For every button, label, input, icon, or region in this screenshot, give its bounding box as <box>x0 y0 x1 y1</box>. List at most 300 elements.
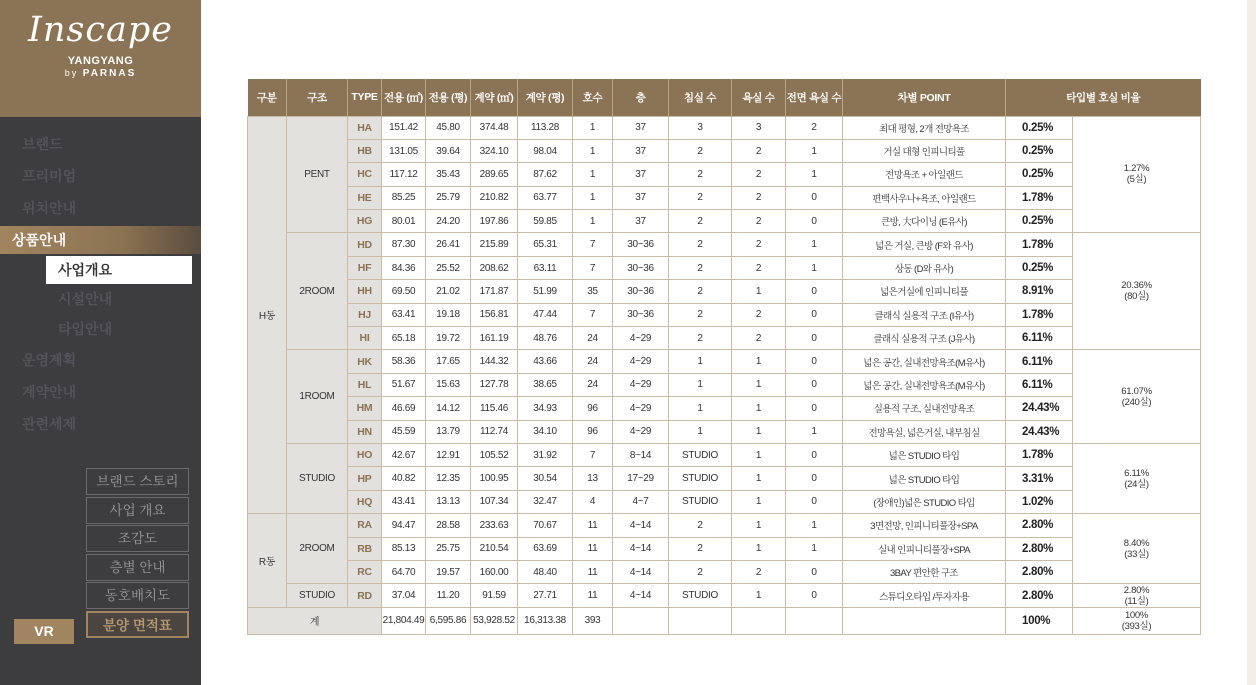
total-cont-m2: 53,928.52 <box>471 607 518 634</box>
structure-cell: 2ROOM <box>287 514 348 584</box>
table-cell-floor: 30~36 <box>613 280 669 303</box>
table-cell-area-m2: 65.18 <box>382 327 426 350</box>
point-cell: 전망욕조 + 아일랜드 <box>843 163 1006 186</box>
table-total-row <box>248 607 1201 634</box>
table-cell-area-m2: 84.36 <box>382 256 426 279</box>
table-cell-beds: 1 <box>669 420 732 443</box>
table-cell-baths: 2 <box>732 256 786 279</box>
table-cell-area-m2: 80.01 <box>382 210 426 233</box>
table-cell-cont-py: 63.69 <box>518 537 573 560</box>
table-cell-cont-py: 98.04 <box>518 139 573 162</box>
area-table <box>247 79 1201 635</box>
table-cell-front: 0 <box>786 560 843 583</box>
table-cell-area-m2: 64.70 <box>382 560 426 583</box>
group-ratio-pct: 8.40% <box>1123 537 1150 549</box>
table-cell-beds: 1 <box>669 350 732 373</box>
table-cell-floor: 37 <box>613 210 669 233</box>
total-units: 393 <box>573 607 613 634</box>
header-cell: 전면 욕실 수 <box>786 79 843 116</box>
table-cell-units: 4 <box>573 490 613 513</box>
table-cell-beds: 2 <box>669 210 732 233</box>
type-cell: HJ <box>348 303 382 326</box>
table-cell-cont-m2: 127.78 <box>471 373 518 396</box>
table-cell-beds: 2 <box>669 233 732 256</box>
header-cell: 차별 POINT <box>843 79 1006 116</box>
header-cell: 욕실 수 <box>732 79 786 116</box>
nav-item-brand[interactable]: 브랜드 <box>22 136 63 152</box>
vr-button[interactable]: VR <box>14 619 74 644</box>
table-cell-cont-m2: 197.86 <box>471 210 518 233</box>
nav-sub-facilities[interactable]: 시설안내 <box>58 291 113 307</box>
point-cell: 넓은 공간, 실내전망욕조(M유사) <box>843 350 1006 373</box>
total-group <box>1073 607 1201 634</box>
table-cell-area-py: 45.80 <box>426 116 471 139</box>
table-cell-area-py: 17.65 <box>426 350 471 373</box>
table-cell-area-m2: 87.30 <box>382 233 426 256</box>
table-cell-cont-m2: 208.62 <box>471 256 518 279</box>
nav-item-products[interactable]: 상품안내 <box>0 226 201 254</box>
table-cell-floor: 8~14 <box>613 443 669 466</box>
total-cont-py: 16,313.38 <box>518 607 573 634</box>
total-empty <box>786 607 843 634</box>
point-cell: 클래식 실용적 구조 (J유사) <box>843 327 1006 350</box>
table-cell-front: 1 <box>786 256 843 279</box>
type-cell: RA <box>348 514 382 537</box>
table-cell-front: 1 <box>786 163 843 186</box>
table-cell-units: 35 <box>573 280 613 303</box>
table-cell-area-m2: 63.41 <box>382 303 426 326</box>
nav-sub-business-overview[interactable]: 사업개요 <box>46 256 192 284</box>
group-ratio-pct: 2.80% <box>1123 584 1150 596</box>
table-cell-front: 0 <box>786 186 843 209</box>
structure-cell: STUDIO <box>287 443 348 513</box>
table-row <box>248 420 1201 443</box>
group-ratio-cell <box>1073 233 1201 350</box>
ratio-cell: 2.80% <box>1006 560 1073 583</box>
header-cell: 전용 (㎡) <box>382 79 426 116</box>
table-cell-beds: 3 <box>669 116 732 139</box>
table-cell-baths: 1 <box>732 350 786 373</box>
nav-sub-types[interactable]: 타입안내 <box>58 321 113 337</box>
table-cell-floor: 4~29 <box>613 397 669 420</box>
table-cell-area-m2: 51.67 <box>382 373 426 396</box>
table-cell-area-m2: 85.13 <box>382 537 426 560</box>
header-cell: 구분 <box>248 79 287 116</box>
table-cell-area-py: 19.72 <box>426 327 471 350</box>
total-label: 계 <box>248 607 382 634</box>
building-cell: H동 <box>248 116 287 514</box>
table-cell-front: 1 <box>786 537 843 560</box>
table-cell-area-py: 13.79 <box>426 420 471 443</box>
header-cell: 침실 수 <box>669 79 732 116</box>
table-cell-floor: 4~29 <box>613 420 669 443</box>
table-cell-front: 0 <box>786 373 843 396</box>
type-cell: HE <box>348 186 382 209</box>
group-ratio-units: (24실) <box>1124 478 1149 490</box>
group-ratio-cell <box>1073 514 1201 584</box>
table-cell-cont-m2: 171.87 <box>471 280 518 303</box>
table-row <box>248 233 1201 256</box>
structure-cell: 2ROOM <box>287 233 348 350</box>
table-row <box>248 443 1201 466</box>
group-ratio-cell <box>1073 584 1201 607</box>
table-cell-area-py: 19.57 <box>426 560 471 583</box>
table-row <box>248 303 1201 326</box>
table-cell-beds: 2 <box>669 327 732 350</box>
group-ratio-pct: 6.11% <box>1124 467 1149 479</box>
table-cell-floor: 4~14 <box>613 560 669 583</box>
type-cell: RB <box>348 537 382 560</box>
bird-view-button[interactable]: 조감도 <box>86 525 189 552</box>
table-cell-units: 7 <box>573 256 613 279</box>
table-cell-front: 0 <box>786 443 843 466</box>
table-cell-cont-py: 70.67 <box>518 514 573 537</box>
table-cell-cont-m2: 100.95 <box>471 467 518 490</box>
table-cell-cont-py: 59.85 <box>518 210 573 233</box>
table-cell-units: 11 <box>573 514 613 537</box>
type-cell: HM <box>348 397 382 420</box>
logo[interactable] <box>0 0 201 117</box>
right-edge-strip <box>1247 0 1256 685</box>
ratio-cell: 24.43% <box>1006 420 1073 443</box>
type-cell: HN <box>348 420 382 443</box>
table-cell-units: 11 <box>573 537 613 560</box>
table-cell-front: 0 <box>786 280 843 303</box>
ratio-cell: 3.31% <box>1006 467 1073 490</box>
point-cell: 넓은 STUDIO 타입 <box>843 467 1006 490</box>
table-cell-area-py: 26.41 <box>426 233 471 256</box>
table-cell-baths: 3 <box>732 116 786 139</box>
table-cell-front: 2 <box>786 116 843 139</box>
table-cell-cont-m2: 115.46 <box>471 397 518 420</box>
total-group-units: (393실) <box>1121 620 1152 632</box>
header-cell: 계약 (㎡) <box>471 79 518 116</box>
table-cell-cont-m2: 210.82 <box>471 186 518 209</box>
logo-script: Inscape <box>28 10 173 50</box>
ratio-cell: 0.25% <box>1006 116 1073 139</box>
type-cell: HP <box>348 467 382 490</box>
total-area-m2: 21,804.49 <box>382 607 426 634</box>
table-cell-front: 0 <box>786 467 843 490</box>
table-cell-area-py: 25.75 <box>426 537 471 560</box>
business-overview-button[interactable]: 사업 개요 <box>86 497 189 524</box>
table-cell-cont-py: 30.54 <box>518 467 573 490</box>
header-cell: 호수 <box>573 79 613 116</box>
table-cell-front: 0 <box>786 210 843 233</box>
table-cell-floor: 4~14 <box>613 537 669 560</box>
table-cell-cont-py: 63.11 <box>518 256 573 279</box>
table-cell-front: 1 <box>786 420 843 443</box>
table-cell-baths: 1 <box>732 514 786 537</box>
table-cell-area-py: 35.43 <box>426 163 471 186</box>
table-cell-baths: 1 <box>732 490 786 513</box>
table-cell-beds: 2 <box>669 163 732 186</box>
table-cell-baths: 1 <box>732 584 786 607</box>
table-row <box>248 116 1201 139</box>
type-cell: RC <box>348 560 382 583</box>
table-cell-front: 1 <box>786 514 843 537</box>
ratio-cell: 1.78% <box>1006 443 1073 466</box>
table-cell-cont-m2: 210.54 <box>471 537 518 560</box>
table-cell-units: 96 <box>573 420 613 443</box>
table-cell-area-m2: 46.69 <box>382 397 426 420</box>
group-ratio-cell <box>1073 116 1201 233</box>
table-cell-beds: 2 <box>669 303 732 326</box>
structure-cell: PENT <box>287 116 348 233</box>
table-cell-front: 0 <box>786 327 843 350</box>
quick-menu <box>86 468 189 640</box>
nav-item-location[interactable]: 위치안내 <box>22 200 77 216</box>
table-cell-cont-m2: 91.59 <box>471 584 518 607</box>
table-cell-floor: 37 <box>613 139 669 162</box>
point-cell: (장애인)넓은 STUDIO 타입 <box>843 490 1006 513</box>
structure-cell: 1ROOM <box>287 350 348 444</box>
table-cell-cont-py: 47.44 <box>518 303 573 326</box>
table-row <box>248 210 1201 233</box>
header-cell: 구조 <box>287 79 348 116</box>
table-cell-cont-m2: 215.89 <box>471 233 518 256</box>
ratio-cell: 1.78% <box>1006 233 1073 256</box>
table-cell-front: 0 <box>786 397 843 420</box>
table-cell-cont-m2: 161.19 <box>471 327 518 350</box>
logo-by <box>0 68 201 79</box>
table-cell-baths: 2 <box>732 139 786 162</box>
group-ratio-units: (5실) <box>1126 174 1147 186</box>
ratio-cell: 1.78% <box>1006 186 1073 209</box>
table-cell-area-m2: 45.59 <box>382 420 426 443</box>
table-cell-baths: 1 <box>732 467 786 490</box>
table-cell-baths: 2 <box>732 303 786 326</box>
table-cell-cont-py: 51.99 <box>518 280 573 303</box>
table-cell-beds: 2 <box>669 139 732 162</box>
group-ratio-pct: 1.27% <box>1123 163 1150 175</box>
area-table-button[interactable]: 분양 면적표 <box>86 611 189 638</box>
table-cell-units: 13 <box>573 467 613 490</box>
table-cell-floor: 30~36 <box>613 303 669 326</box>
ratio-cell: 0.25% <box>1006 256 1073 279</box>
table-cell-units: 96 <box>573 397 613 420</box>
type-cell: HG <box>348 210 382 233</box>
table-cell-cont-py: 32.47 <box>518 490 573 513</box>
point-cell: 넓은 거실, 큰방 (F와 유사) <box>843 233 1006 256</box>
table-cell-area-py: 28.58 <box>426 514 471 537</box>
type-cell: HL <box>348 373 382 396</box>
table-cell-beds: 2 <box>669 280 732 303</box>
sidebar-nav <box>0 128 201 440</box>
table-cell-beds: 2 <box>669 186 732 209</box>
table-cell-beds: 2 <box>669 560 732 583</box>
table-cell-cont-py: 38.65 <box>518 373 573 396</box>
point-cell: 상동 (D와 유사) <box>843 256 1006 279</box>
table-row <box>248 350 1201 373</box>
table-cell-floor: 30~36 <box>613 256 669 279</box>
table-cell-cont-py: 63.77 <box>518 186 573 209</box>
table-cell-area-m2: 69.50 <box>382 280 426 303</box>
table-cell-baths: 1 <box>732 537 786 560</box>
ratio-cell: 6.11% <box>1006 373 1073 396</box>
table-cell-baths: 1 <box>732 443 786 466</box>
table-cell-units: 24 <box>573 327 613 350</box>
table-cell-beds: STUDIO <box>669 467 732 490</box>
table-cell-area-py: 12.35 <box>426 467 471 490</box>
table-cell-floor: 4~29 <box>613 327 669 350</box>
table-cell-units: 11 <box>573 560 613 583</box>
table-row <box>248 537 1201 560</box>
type-cell: RD <box>348 584 382 607</box>
table-row <box>248 373 1201 396</box>
table-cell-units: 1 <box>573 116 613 139</box>
table-cell-cont-m2: 233.63 <box>471 514 518 537</box>
table-cell-floor: 4~29 <box>613 373 669 396</box>
table-cell-cont-m2: 144.32 <box>471 350 518 373</box>
table-cell-cont-py: 48.76 <box>518 327 573 350</box>
ratio-cell: 0.25% <box>1006 210 1073 233</box>
group-ratio-units: (11실) <box>1124 595 1149 607</box>
floor-guide-button[interactable]: 층별 안내 <box>86 554 189 581</box>
table-cell-floor: 37 <box>613 163 669 186</box>
table-row <box>248 256 1201 279</box>
table-cell-area-m2: 42.67 <box>382 443 426 466</box>
brand-story-button[interactable]: 브랜드 스토리 <box>86 468 189 495</box>
ratio-cell: 2.80% <box>1006 514 1073 537</box>
structure-cell: STUDIO <box>287 584 348 607</box>
table-cell-baths: 2 <box>732 233 786 256</box>
point-cell: 최대 평형, 2개 전망욕조 <box>843 116 1006 139</box>
header-cell: 계약 (평) <box>518 79 573 116</box>
table-cell-front: 1 <box>786 139 843 162</box>
table-cell-cont-m2: 107.34 <box>471 490 518 513</box>
point-cell: 거실 대형 인피니티풀 <box>843 139 1006 162</box>
table-cell-cont-py: 87.62 <box>518 163 573 186</box>
table-cell-baths: 2 <box>732 210 786 233</box>
table-cell-units: 7 <box>573 443 613 466</box>
unit-layout-button[interactable]: 동호배치도 <box>86 582 189 609</box>
type-cell: HA <box>348 116 382 139</box>
nav-item-tax[interactable]: 관련세제 <box>22 416 77 432</box>
table-cell-baths: 1 <box>732 420 786 443</box>
table-cell-area-m2: 94.47 <box>382 514 426 537</box>
table-cell-baths: 2 <box>732 163 786 186</box>
point-cell: 넓은 STUDIO 타입 <box>843 443 1006 466</box>
table-cell-area-m2: 40.82 <box>382 467 426 490</box>
table-cell-beds: 2 <box>669 537 732 560</box>
table-cell-front: 0 <box>786 303 843 326</box>
table-cell-units: 7 <box>573 303 613 326</box>
table-cell-floor: 4~14 <box>613 584 669 607</box>
table-cell-cont-py: 65.31 <box>518 233 573 256</box>
table-cell-front: 0 <box>786 350 843 373</box>
table-cell-beds: STUDIO <box>669 443 732 466</box>
point-cell: 스튜디오타입 /투자자용 <box>843 584 1006 607</box>
table-cell-baths: 2 <box>732 327 786 350</box>
table-cell-floor: 37 <box>613 116 669 139</box>
table-cell-front: 0 <box>786 490 843 513</box>
table-cell-floor: 4~29 <box>613 350 669 373</box>
total-empty <box>732 607 786 634</box>
table-cell-area-py: 21.02 <box>426 280 471 303</box>
ratio-cell: 6.11% <box>1006 327 1073 350</box>
total-area-py: 6,595.86 <box>426 607 471 634</box>
group-ratio-units: (240실) <box>1121 396 1152 408</box>
table-cell-units: 1 <box>573 186 613 209</box>
table-cell-cont-m2: 324.10 <box>471 139 518 162</box>
type-cell: HI <box>348 327 382 350</box>
header-cell: 전용 (평) <box>426 79 471 116</box>
header-cell: 층 <box>613 79 669 116</box>
ratio-cell: 8.91% <box>1006 280 1073 303</box>
ratio-cell: 6.11% <box>1006 350 1073 373</box>
table-cell-area-py: 15.63 <box>426 373 471 396</box>
table-cell-beds: 2 <box>669 256 732 279</box>
point-cell: 넓은 공간, 실내전망욕조(M유사) <box>843 373 1006 396</box>
nav-item-operation[interactable]: 운영계획 <box>22 352 77 368</box>
table-cell-area-py: 19.18 <box>426 303 471 326</box>
table-cell-units: 1 <box>573 163 613 186</box>
ratio-cell: 2.80% <box>1006 584 1073 607</box>
table-cell-beds: STUDIO <box>669 584 732 607</box>
table-cell-beds: STUDIO <box>669 490 732 513</box>
table-cell-cont-m2: 112.74 <box>471 420 518 443</box>
total-empty <box>613 607 669 634</box>
nav-item-contract[interactable]: 계약안내 <box>22 384 77 400</box>
table-cell-beds: 1 <box>669 397 732 420</box>
type-cell: HF <box>348 256 382 279</box>
point-cell: 실내 인피니티풀장+SPA <box>843 537 1006 560</box>
table-cell-baths: 1 <box>732 280 786 303</box>
table-cell-baths: 1 <box>732 373 786 396</box>
group-ratio-cell <box>1073 350 1201 444</box>
table-cell-cont-py: 34.93 <box>518 397 573 420</box>
type-cell: HK <box>348 350 382 373</box>
ratio-cell: 1.78% <box>1006 303 1073 326</box>
table-cell-cont-m2: 160.00 <box>471 560 518 583</box>
header-cell: 타입별 호실 비율 <box>1006 79 1201 116</box>
group-ratio-pct: 20.36% <box>1121 280 1152 292</box>
type-cell: HD <box>348 233 382 256</box>
table-cell-floor: 4~14 <box>613 514 669 537</box>
type-cell: HO <box>348 443 382 466</box>
table-cell-cont-m2: 289.65 <box>471 163 518 186</box>
table-cell-area-py: 25.79 <box>426 186 471 209</box>
type-cell: HB <box>348 139 382 162</box>
table-cell-units: 1 <box>573 139 613 162</box>
nav-item-premium[interactable]: 프리미엄 <box>22 168 77 184</box>
table-cell-area-m2: 58.36 <box>382 350 426 373</box>
point-cell: 편백사우나+욕조, 아일랜드 <box>843 186 1006 209</box>
type-cell: HH <box>348 280 382 303</box>
header-cell: TYPE <box>348 79 382 116</box>
point-cell: 3BAY 편안한 구조 <box>843 560 1006 583</box>
table-row <box>248 186 1201 209</box>
table-body <box>248 116 1201 634</box>
table-row <box>248 397 1201 420</box>
table-cell-cont-py: 43.66 <box>518 350 573 373</box>
point-cell: 큰방, 大다이닝 (E유사) <box>843 210 1006 233</box>
ratio-cell: 0.25% <box>1006 163 1073 186</box>
table-cell-cont-py: 48.40 <box>518 560 573 583</box>
table-row <box>248 560 1201 583</box>
table-cell-area-py: 11.20 <box>426 584 471 607</box>
table-cell-floor: 17~29 <box>613 467 669 490</box>
table-row <box>248 467 1201 490</box>
table-cell-floor: 37 <box>613 186 669 209</box>
table-cell-units: 11 <box>573 584 613 607</box>
total-empty <box>669 607 732 634</box>
table-cell-cont-py: 34.10 <box>518 420 573 443</box>
point-cell: 전망욕실, 넓은거실, 내부침실 <box>843 420 1006 443</box>
ratio-cell: 2.80% <box>1006 537 1073 560</box>
table-cell-floor: 30~36 <box>613 233 669 256</box>
